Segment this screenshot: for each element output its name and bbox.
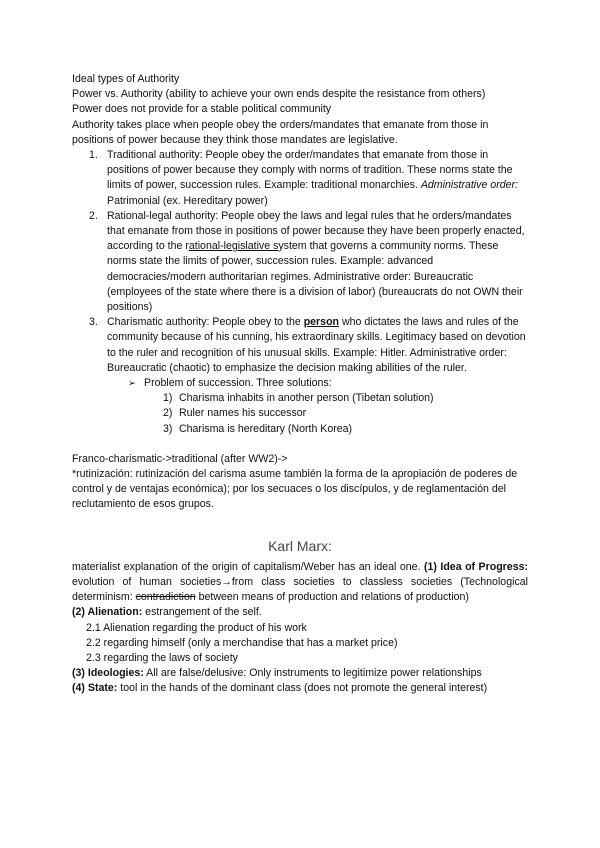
succession-text: Problem of succession. Three solutions: xyxy=(144,377,332,390)
spacer xyxy=(72,513,528,536)
karl-marx-heading: Karl Marx: xyxy=(268,537,332,554)
spacer xyxy=(72,437,528,452)
idea-tail: between means of production and relations of production) xyxy=(195,591,469,604)
solution-item xyxy=(72,391,528,406)
solution-text: Charisma is hereditary (North Korea) xyxy=(179,422,353,435)
list-number: 3. xyxy=(89,316,98,329)
power-stability: Power does not provide for a stable political community xyxy=(72,103,332,116)
solution-number: 2) xyxy=(163,407,173,420)
arrow-bullet-icon: ➢ xyxy=(128,378,136,390)
section-title: Ideal types of Authority xyxy=(72,73,180,85)
authority-types-list xyxy=(72,148,528,437)
list-tail: who dictates the laws and rules of the community because of his cunning, his extraordinary skills. Legitimacy based on devotion to the ruler and recognition of his unusual skills. Example: Hitler. Administrative order: Bureaucratic (chaotic) to emphasize the decision making abilities of the ruler. xyxy=(107,316,526,374)
alienation-item: 2.1 Alienation regarding the product of his work xyxy=(86,621,307,634)
rutinizacion-note: *rutinización: rutinización del carisma asume también la forma de la apropiación de poderes de control y de ventajas económica); por los secuaces o los discípulos, y de reglamentación del reclutamiento de esos grupos. xyxy=(72,468,518,511)
alienation-item: 2.2 regarding himself (only a merchandise that has a market price) xyxy=(86,636,398,649)
authority-definition: Authority takes place when people obey the orders/mandates that emanate from those in positions of power because they think those mandates are legislative. xyxy=(72,118,489,146)
state-label: (4) State: xyxy=(72,682,118,695)
ideologies xyxy=(72,666,528,681)
intro-text: materialist explanation of the origin of capitalism/Weber has an ideal one. xyxy=(72,560,424,573)
list-text: Rational-legal authority: People obey the laws and legal rules that he orders/mandates that emanate from those in positions of power because they have been properly enacted, according to the r xyxy=(107,209,525,253)
idea-label: (1) Idea of Progress: xyxy=(423,560,529,573)
bold-underlined-text: person xyxy=(303,316,340,329)
state-text: tool in the hands of the dominant class (does not promote the general interest) xyxy=(117,682,488,695)
underlined-text: ational-legislative s xyxy=(188,240,279,253)
solution-text: Charisma inhabits in another person (Tibetan solution) xyxy=(179,392,434,405)
solution-number: 3) xyxy=(163,422,173,435)
list-tail: Patrimonial (ex. Hereditary power) xyxy=(107,194,268,207)
succession-item xyxy=(72,376,528,391)
ideologies-text: All are false/delusive: Only instruments to legitimize power relationships xyxy=(143,667,482,680)
ideologies-label: (3) Ideologies: xyxy=(72,667,144,680)
solution-text: Ruler names his successor xyxy=(179,407,307,420)
state xyxy=(72,681,528,696)
alienation-label: (2) Alienation: xyxy=(72,606,143,619)
list-item-charismatic xyxy=(72,315,528,376)
list-tail: ystem that governs a community norms. These norms state the limits of power, succession rules. Example: advanced democracies/modern authoritarian regimes. Administrative order: Bureaucratic (employees of the state where there is a division of labor) (bureaucrats do not OWN their positions) xyxy=(107,240,523,314)
list-italic: Administrative order: xyxy=(420,179,518,192)
idea-text: evolution of human societies→from class societies to classless societies (Technological determinism: xyxy=(72,575,528,604)
solution-number: 1) xyxy=(163,392,173,405)
list-number: 2. xyxy=(89,209,98,222)
list-text: Charismatic authority: People obey to the xyxy=(107,316,304,329)
power-vs-authority: Power vs. Authority (ability to achieve your own ends despite the resistance from others) xyxy=(72,88,486,101)
franco-note: Franco-charismatic->traditional (after WW2)-> xyxy=(72,452,288,465)
list-item-rational-legal xyxy=(72,209,528,315)
alienation xyxy=(72,605,528,620)
document-page xyxy=(72,72,528,697)
alienation-item: 2.3 regarding the laws of society xyxy=(86,651,238,664)
alienation-text: estrangement of the self. xyxy=(142,606,262,619)
list-number: 1. xyxy=(89,149,98,162)
struck-text: contradiction xyxy=(135,591,196,604)
solution-item xyxy=(72,422,528,437)
list-item-traditional xyxy=(72,148,528,209)
solution-item xyxy=(72,406,528,421)
list-text: Traditional authority: People obey the order/mandates that emanate from those in positions of power because they comply with norms of tradition. These norms state the limits of power, succession rules. Example: traditional monarchies. xyxy=(107,149,513,192)
marx-intro xyxy=(72,560,528,606)
